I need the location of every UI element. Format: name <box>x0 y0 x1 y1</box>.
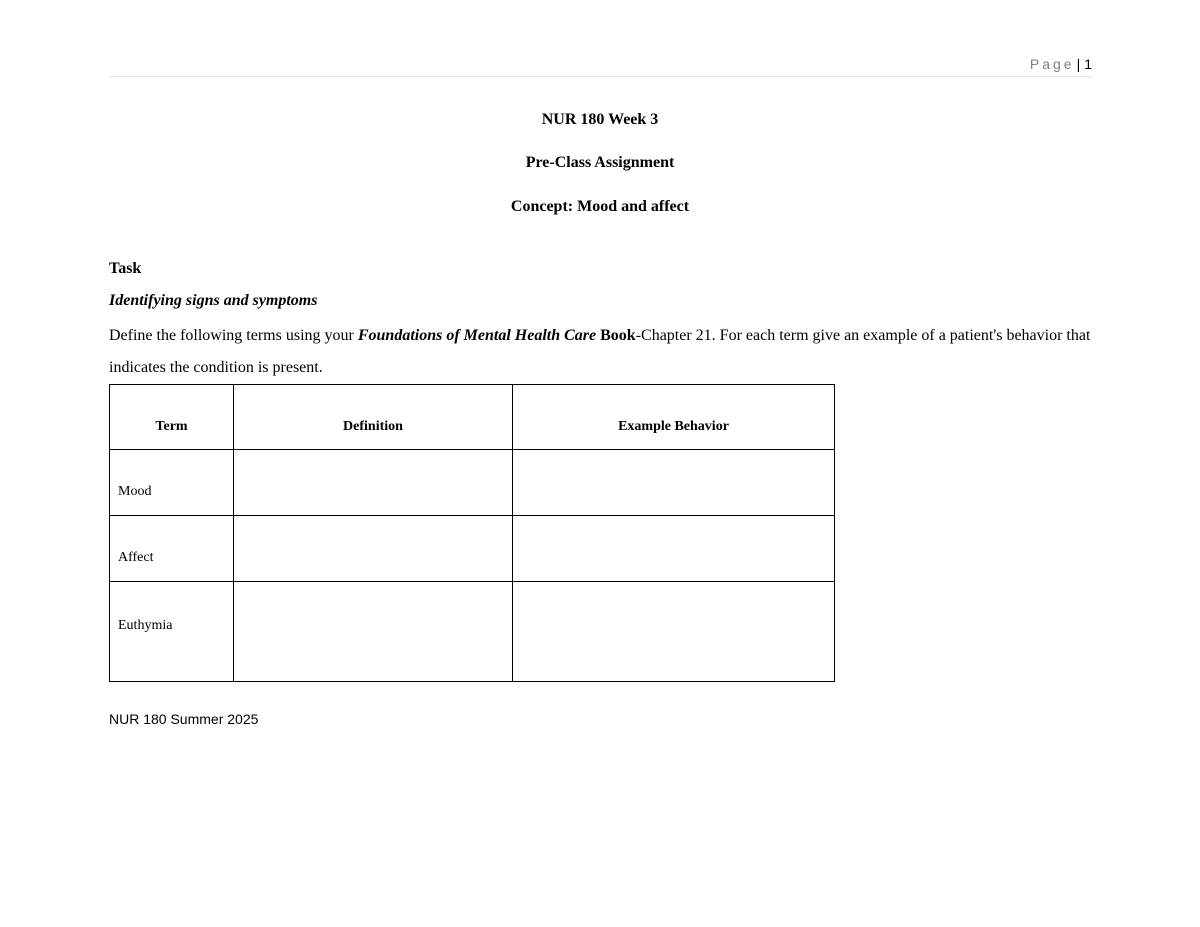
definition-cell[interactable] <box>234 582 513 682</box>
header-definition: Definition <box>234 385 513 450</box>
table-row <box>110 516 835 582</box>
course-title: NUR 180 Week 3 <box>541 111 659 128</box>
assignment-title: Pre-Class Assignment <box>525 154 675 171</box>
book-title: Foundations of Mental Health Care <box>357 327 597 344</box>
terms-table <box>109 384 835 682</box>
page-header <box>109 56 1092 77</box>
example-cell[interactable] <box>513 582 835 682</box>
header-term: Term <box>110 385 234 450</box>
page-word: Page <box>1029 56 1075 72</box>
table-row <box>110 450 835 516</box>
page-number: 1 <box>1084 56 1092 72</box>
table-row <box>110 582 835 682</box>
page-number-label <box>1030 56 1092 72</box>
instructions-rest: -Chapter 21. For each term give an example of a patient's behavior that indicates the condition is present. <box>109 327 1091 376</box>
page-separator: | <box>1076 56 1081 72</box>
definition-cell[interactable] <box>234 516 513 582</box>
concept-title: Concept: Mood and affect <box>510 198 690 215</box>
instructions-intro: Define the following terms using your <box>109 327 358 344</box>
table-header-row <box>110 385 835 450</box>
term-cell: Euthymia <box>110 582 234 682</box>
example-cell[interactable] <box>513 450 835 516</box>
header-example-behavior: Example Behavior <box>513 385 835 450</box>
term-cell: Affect <box>110 516 234 582</box>
definition-cell[interactable] <box>234 450 513 516</box>
task-heading: Task <box>109 260 142 277</box>
example-cell[interactable] <box>513 516 835 582</box>
term-cell: Mood <box>110 450 234 516</box>
page-footer: NUR 180 Summer 2025 <box>109 711 259 727</box>
task-instructions <box>109 320 1099 384</box>
task-subheading: Identifying signs and symptoms <box>109 292 318 309</box>
book-word: Book <box>596 327 636 344</box>
